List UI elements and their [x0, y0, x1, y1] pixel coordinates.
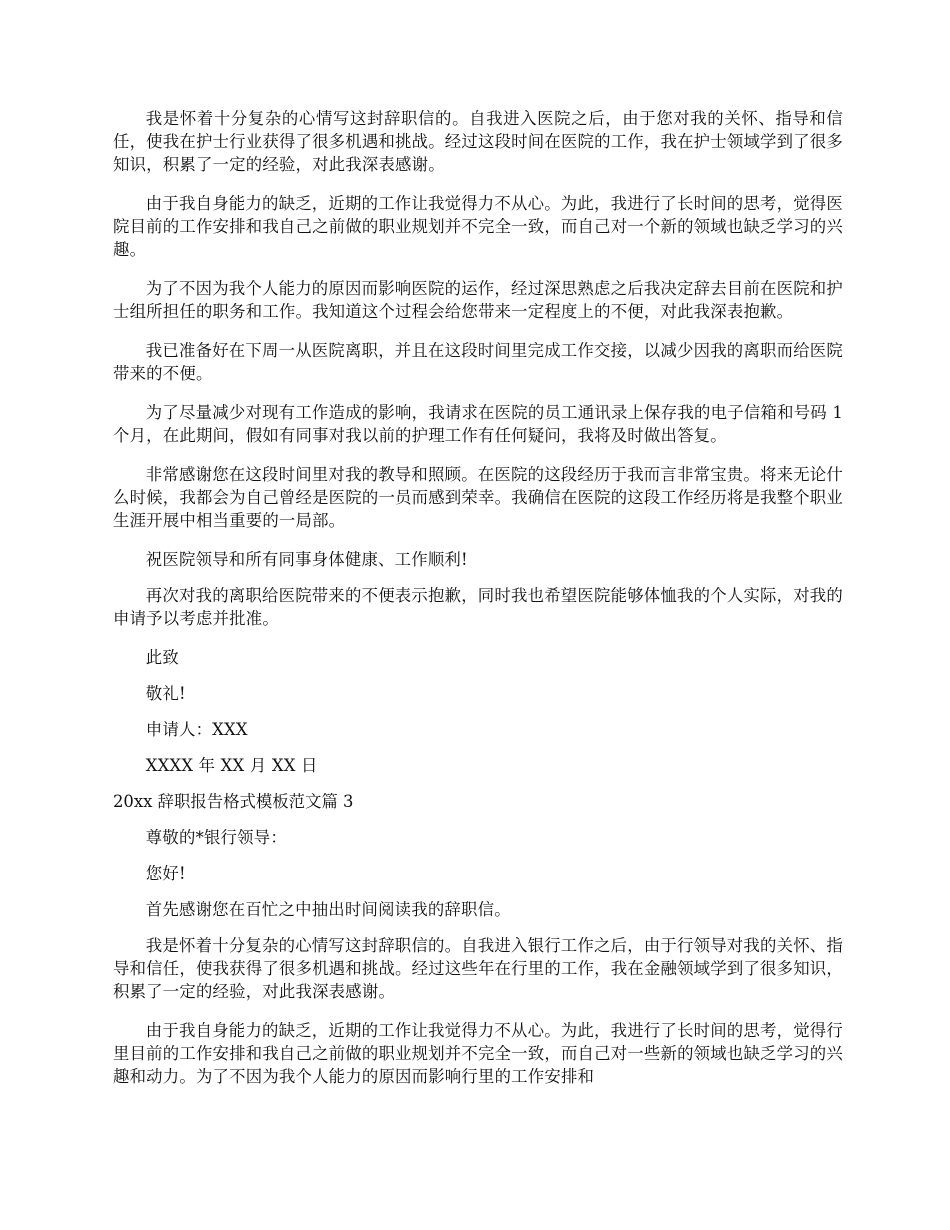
body-paragraph: 我是怀着十分复杂的心情写这封辞职信的。自我进入银行工作之后，由于行领导对我的关怀、指导和信任，使我获得了很多机遇和挑战。经过这些年在行里的工作，我在金融领域学到了很多知识，积累了一定的经验，对此我深表感谢。	[113, 936, 843, 1001]
body-paragraph: 由于我自身能力的缺乏，近期的工作让我觉得力不从心。为此，我进行了长时间的思考，觉得医院目前的工作安排和我自己之前做的职业规划并不完全一致，而自己对一个新的领域也缺乏学习的兴趣。	[113, 194, 843, 259]
body-paragraph: 为了尽量减少对现有工作造成的影响，我请求在医院的员工通讯录上保存我的电子信箱和号码 1 个月，在此期间，假如有同事对我以前的护理工作有任何疑问，我将及时做出答复。	[113, 403, 843, 445]
section-heading: 20xx 辞职报告格式模板范文篇 3	[113, 792, 354, 811]
body-paragraph: 再次对我的离职给医院带来的不便表示抱歉，同时我也希望医院能够体恤我的个人实际，对我的申请予以考虑并批准。	[113, 586, 843, 628]
salutation-closing: 此致	[145, 648, 179, 667]
greeting: 您好!	[145, 864, 186, 883]
letter-date: XXXX 年 XX 月 XX 日	[145, 756, 318, 775]
body-paragraph: 首先感谢您在百忙之中抽出时间阅读我的辞职信。	[145, 900, 511, 919]
body-paragraph: 我已准备好在下周一从医院离职，并且在这段时间里完成工作交接，以减少因我的离职而给医院带来的不便。	[113, 341, 843, 383]
applicant-name: 申请人：XXX	[145, 720, 248, 739]
salutation-regards: 敬礼!	[145, 684, 186, 703]
document-page	[113, 107, 843, 1104]
body-paragraph: 由于我自身能力的缺乏，近期的工作让我觉得力不从心。为此，我进行了长时间的思考，觉得行里目前的工作安排和我自己之前做的职业规划并不完全一致，而自己对一些新的领域也缺乏学习的兴趣和动力。为了不因为我个人能力的原因而影响行里的工作安排和	[113, 1021, 843, 1086]
closing-wish: 祝医院领导和所有同事身体健康、工作顺利!	[145, 550, 468, 569]
body-paragraph: 我是怀着十分复杂的心情写这封辞职信的。自我进入医院之后，由于您对我的关怀、指导和信任，使我在护士行业获得了很多机遇和挑战。经过这段时间在医院的工作，我在护士领域学到了很多知识，积累了一定的经验，对此我深表感谢。	[113, 109, 843, 174]
body-paragraph: 为了不因为我个人能力的原因而影响医院的运作，经过深思熟虑之后我决定辞去目前在医院和护士组所担任的职务和工作。我知道这个过程会给您带来一定程度上的不便，对此我深表抱歉。	[113, 279, 843, 321]
body-paragraph: 非常感谢您在这段时间里对我的教导和照顾。在医院的这段经历于我而言非常宝贵。将来无论什么时候，我都会为自己曾经是医院的一员而感到荣幸。我确信在医院的这段工作经历将是我整个职业生涯开展中相当重要的一局部。	[113, 465, 843, 530]
recipient-greeting: 尊敬的*银行领导：	[145, 828, 287, 847]
